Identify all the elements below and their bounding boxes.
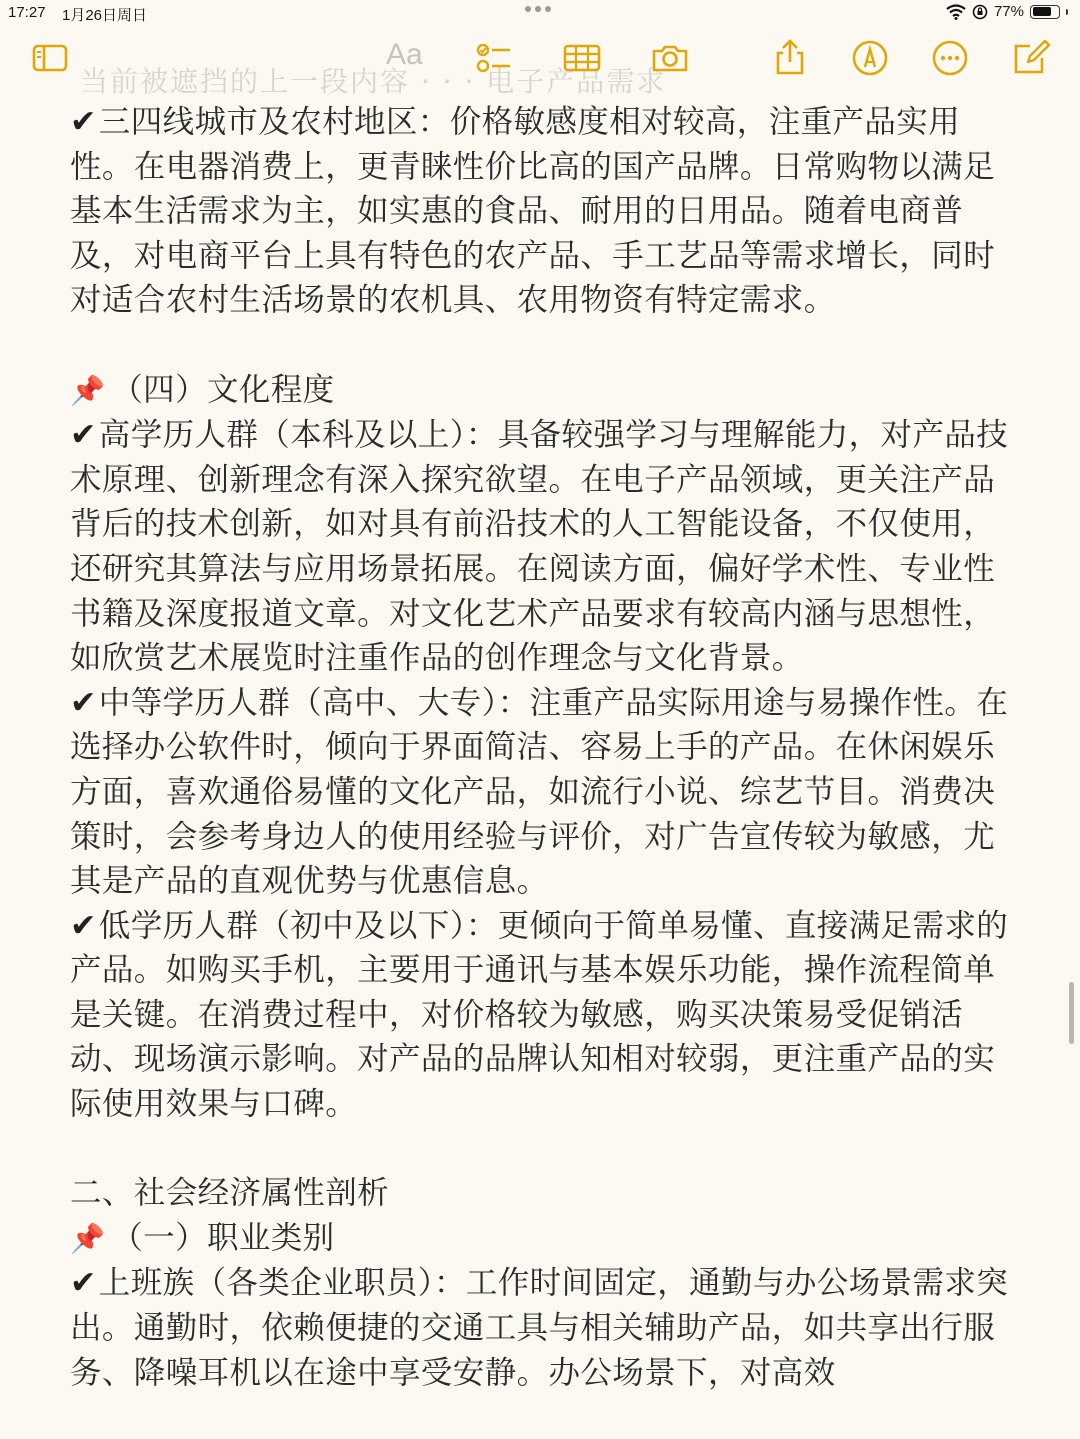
notes-toolbar — [0, 30, 1080, 86]
camera-icon — [650, 38, 690, 78]
paragraph-text: 三四线城市及农村地区：价格敏感度相对较高，注重产品实用性。在电器消费上，更青睐性价比高的国产品牌。日常购物以满足基本生活需求为主，如实惠的食品、耐用的日用品。随着电商普及，对电商平台上具有特色的农产品、手工艺品等需求增长，同时对适合农村生活场景的农机具、农用物资有特定需求。 — [70, 104, 996, 319]
table-icon — [562, 38, 602, 78]
checkmark-icon: ✔ — [70, 1265, 97, 1302]
pushpin-icon: 📌 — [70, 1221, 106, 1255]
subheading-text: （四）文化程度 — [111, 371, 335, 408]
orientation-lock-icon — [972, 4, 988, 20]
battery-icon — [1030, 5, 1060, 19]
paragraph-text: 中等学历人群（高中、大专）：注重产品实际用途与易操作性。在选择办公软件时，倾向于界面简洁、容易上手的产品。在休闲娱乐方面，喜欢通俗易懂的文化产品，如流行小说、综艺节目。消费决策时，会参考身边人的使用经验与评价，对广告宣传较为敏感，尤其是产品的直观优势与优惠信息。 — [70, 684, 1009, 900]
share-icon — [770, 38, 810, 78]
paragraph — [70, 1261, 1010, 1395]
scroll-indicator[interactable] — [1069, 982, 1074, 1044]
compose-icon — [1012, 38, 1052, 78]
paragraph — [70, 681, 1010, 904]
status-bar — [0, 0, 1080, 26]
pen-circle-icon — [850, 38, 890, 78]
checkmark-icon: ✔ — [70, 684, 97, 721]
subheading — [70, 368, 1010, 414]
paragraph-text: 低学历人群（初中及以下）：更倾向于简单易懂、直接满足需求的产品。如购买手机，主要用于通讯与基本娱乐功能，操作流程简单是关键。在消费过程中，对价格较为敏感，购买决策易受促销活动、现场演示影响。对产品的品牌认知相对较弱，更注重产品的实际使用效果与口碑。 — [70, 907, 1009, 1123]
paragraph — [70, 413, 1010, 681]
checklist-icon — [474, 38, 514, 78]
wifi-icon — [946, 4, 966, 20]
scrolled-text-fragment: 当前被遮挡的上一段内容 · · · 电子产品需求 — [80, 65, 667, 94]
format-text-button[interactable]: Aa — [386, 38, 423, 71]
checklist-button[interactable] — [472, 36, 516, 80]
paragraph-text: 高学历人群（本科及以上）：具备较强学习与理解能力，对产品技术原理、创新理念有深入探究欲望。在电子产品领域，更关注产品背后的技术创新，如对具有前沿技术的人工智能设备，不仅使用，还研究其算法与应用场景拓展。在阅读方面，偏好学术性、专业性书籍及深度报道文章。对文化艺术产品要求有较高内涵与思想性，如欣赏艺术展览时注重作品的创作理念与文化背景。 — [70, 417, 1009, 677]
paragraph-text: 上班族（各类企业职员）：工作时间固定，通勤与办公场景需求突出。通勤时，依赖便捷的交通工具与相关辅助产品，如共享出行服务、降噪耳机以在途中享受安静。办公场景下，对高效 — [70, 1265, 1009, 1391]
note-body[interactable] — [70, 100, 1010, 1395]
checkmark-icon: ✔ — [70, 417, 97, 454]
status-time: 17:27 — [8, 4, 46, 21]
share-button[interactable] — [768, 36, 812, 80]
checkmark-icon: ✔ — [70, 907, 97, 944]
status-date: 1月26日周日 — [62, 7, 148, 24]
checkmark-icon: ✔ — [70, 104, 97, 140]
battery-percent: 77% — [993, 3, 1024, 20]
ellipsis-circle-icon — [930, 38, 970, 78]
paragraph — [70, 904, 1010, 1127]
markup-button[interactable] — [848, 36, 892, 80]
sidebar-toggle-button[interactable] — [28, 36, 72, 80]
table-button[interactable] — [560, 36, 604, 80]
sidebar-icon — [30, 38, 70, 78]
pushpin-icon: 📌 — [70, 373, 106, 407]
section-heading: 二、社会经济属性剖析 — [70, 1175, 390, 1212]
paragraph — [70, 100, 1010, 323]
camera-button[interactable] — [648, 36, 692, 80]
new-note-button[interactable] — [1010, 36, 1054, 80]
subheading — [70, 1216, 1010, 1262]
more-button[interactable] — [928, 36, 972, 80]
status-indicators — [946, 3, 1068, 20]
subheading-text: （一）职业类别 — [111, 1219, 335, 1256]
multitasking-dots-icon[interactable] — [525, 6, 551, 12]
